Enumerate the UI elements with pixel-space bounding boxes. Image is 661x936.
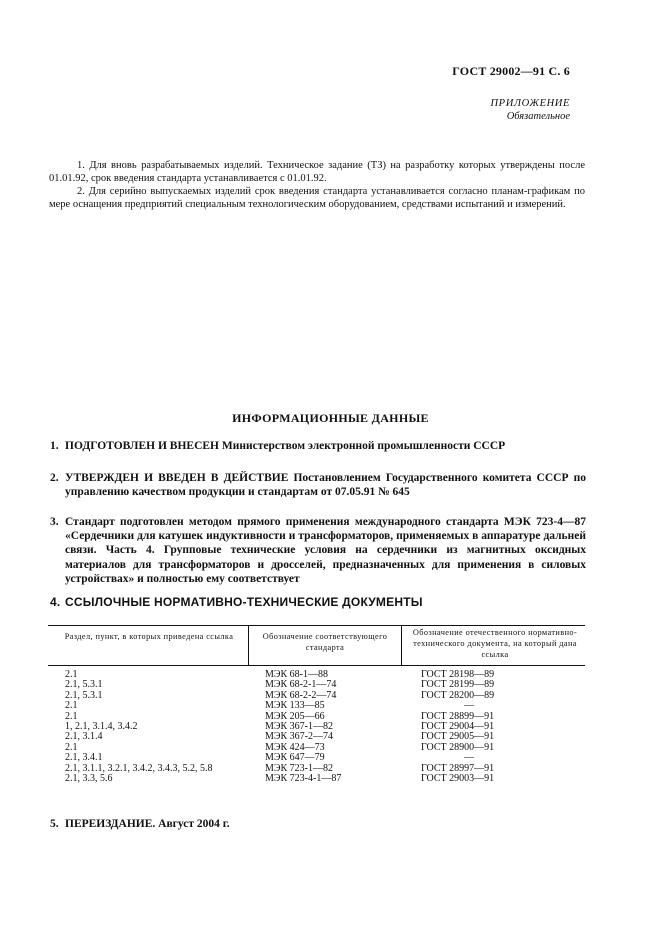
table-cell-section: 2.1, 5.3.1 [65, 689, 103, 701]
table-cell-section: 2.1, 3.3, 5.6 [65, 773, 113, 784]
table-cell-section: 2.1, 3.1.1, 3.2.1, 3.4.2, 3.4.3, 5.2, 5.8 [65, 762, 213, 774]
table-cell-national-doc: ГОСТ 29003—91 [421, 773, 495, 784]
table-header-standard: Обозначение соответствующего стандарта [262, 632, 388, 652]
table-cell-section: 2.1, 3.1.4 [65, 731, 103, 743]
table-cell-standard: МЭК 68-2-1—74 [265, 679, 337, 691]
info-section-5 [50, 817, 586, 831]
table-cell-national-doc: ГОСТ 28899—91 [421, 710, 495, 722]
table-cell-national-doc: ГОСТ 28198—89 [421, 669, 495, 680]
appendix-label [491, 97, 571, 123]
section-text: Стандарт подготовлен методом прямого применения международного стандарта МЭК 723-4—87 «Сердечники для катушек индуктивности и трансформаторов, применяемых в аппаратуре дальней связи. Часть 4. Групповые технические условия на сердечники из магнитных оксидных материалов для трансформаторов и дросселей, предназначенных для применения в силовых устройствах» и полностью ему соответствует [65, 516, 586, 585]
table-cell-section: 2.1 [65, 710, 78, 722]
intro-text [49, 159, 585, 211]
intro-paragraph-1: 1. Для вновь разрабатываемых изделий. Техническое задание (ТЗ) на разработку которых утверждены после 01.01.92, срок введения стандарта устанавливается с 01.01.92. [49, 160, 585, 184]
table-header-section: Раздел, пункт, в которых приведена ссылка [64, 632, 234, 641]
info-section-4 [50, 595, 586, 609]
section-number: 2. [50, 472, 59, 484]
info-section-2 [50, 471, 586, 499]
table-cell-section: 2.1, 5.3.1 [65, 679, 103, 691]
table-header-bottom-border [48, 665, 585, 666]
table-row [48, 774, 585, 784]
table-cell-standard: МЭК 367-2—74 [265, 731, 333, 743]
table-cell-national-doc: ГОСТ 28199—89 [421, 679, 495, 691]
table-cell-standard: МЭК 205—66 [265, 710, 325, 722]
info-section-3 [50, 515, 586, 586]
table-cell-section: 2.1 [65, 741, 78, 753]
table-top-border [48, 625, 585, 626]
info-section-1 [50, 439, 586, 453]
table-cell-national-doc: ГОСТ 28200—89 [421, 689, 495, 701]
info-title: ИНФОРМАЦИОННЫЕ ДАННЫЕ [232, 411, 429, 425]
table-cell-national-doc: ГОСТ 28997—91 [421, 762, 495, 774]
section-text: УТВЕРЖДЕН И ВВЕДЕН В ДЕЙСТВИЕ Постановлением Государственного комитета СССР по управлению качеством продукции и стандартам от 07.05.91 № 645 [65, 472, 586, 499]
table-header-national-doc: Обозначение отечественного нормативно-технического документа, на который дана ссылка [412, 628, 578, 659]
table-cell-national-doc: ГОСТ 29005—91 [421, 731, 495, 743]
table-cell-standard: МЭК 367-1—82 [265, 721, 333, 732]
table-cell-section: 2.1 [65, 700, 78, 712]
page-header: ГОСТ 29002—91 С. 6 [452, 64, 570, 78]
table-cell-standard: МЭК 723-1—82 [265, 762, 333, 774]
table-cell-standard: МЭК 68-2-2—74 [265, 689, 337, 701]
section-number: 1. [50, 440, 59, 452]
table-cell-standard: МЭК 68-1—88 [265, 669, 328, 680]
section-number: 4. [50, 595, 61, 609]
table-cell-national-doc: ГОСТ 28900—91 [421, 741, 495, 753]
table-cell-section: 2.1, 3.4.1 [65, 752, 103, 764]
table-column-divider [248, 625, 249, 665]
table-cell-section: 1, 2.1, 3.1.4, 3.4.2 [65, 721, 138, 732]
table-cell-national-doc: — [464, 700, 474, 712]
table-cell-section: 2.1 [65, 669, 78, 680]
appendix-subtitle: Обязательное [506, 111, 570, 122]
table-cell-standard: МЭК 133—85 [265, 700, 325, 712]
table-cell-national-doc: — [464, 752, 474, 764]
intro-paragraph-2: 2. Для серийно выпускаемых изделий срок введения стандарта устанавливается согласно планам-графикам по мере оснащения предприятий специальным технологическим оборудованием, средствами испытаний и измерений. [49, 186, 585, 210]
section-text: ССЫЛОЧНЫЕ НОРМАТИВНО-ТЕХНИЧЕСКИЕ ДОКУМЕНТЫ [65, 595, 423, 609]
section-number: 3. [50, 516, 59, 528]
table-cell-standard: МЭК 424—73 [265, 741, 325, 753]
table-column-divider [401, 625, 402, 665]
table-cell-national-doc: ГОСТ 29004—91 [421, 721, 495, 732]
section-text: ПЕРЕИЗДАНИЕ. Август 2004 г. [65, 818, 230, 830]
table-cell-standard: МЭК 647—79 [265, 752, 325, 764]
section-number: 5. [50, 818, 59, 830]
section-text: ПОДГОТОВЛЕН И ВНЕСЕН Министерством электронной промышленности СССР [65, 440, 506, 452]
appendix-title: ПРИЛОЖЕНИЕ [490, 98, 570, 109]
table-cell-standard: МЭК 723-4-1—87 [265, 773, 342, 784]
